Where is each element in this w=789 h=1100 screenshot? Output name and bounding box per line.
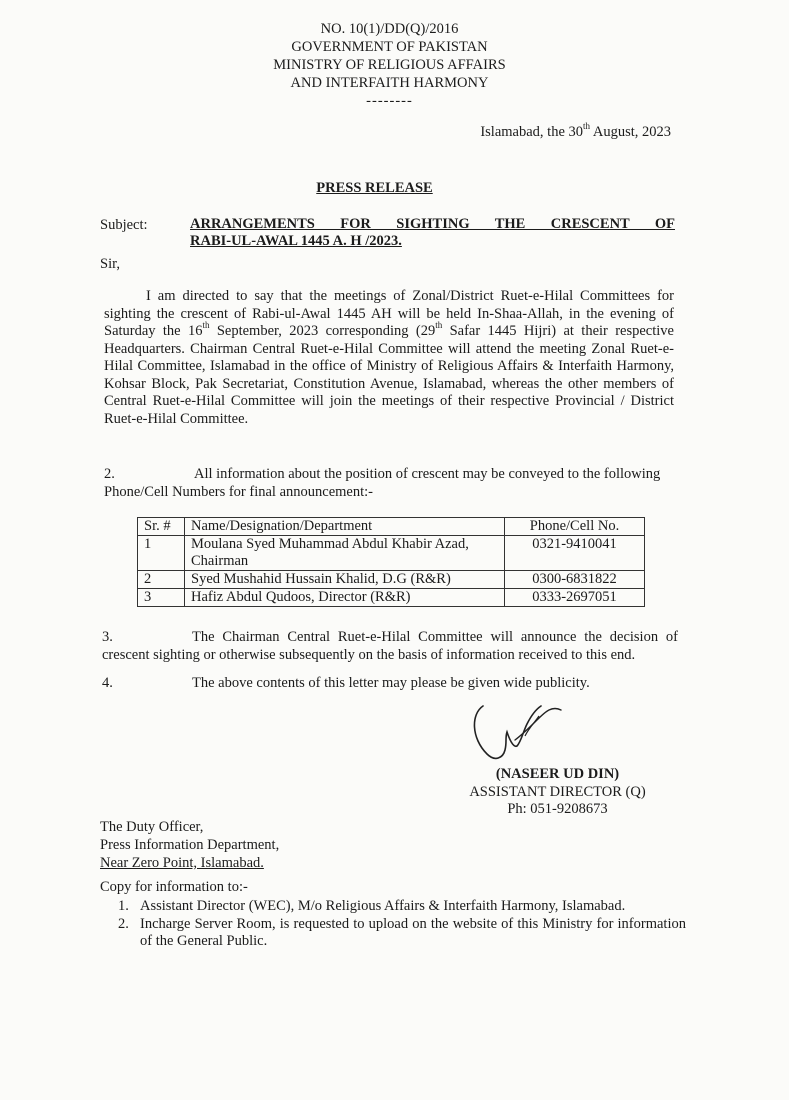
cell-phone: 0333-2697051 (505, 589, 645, 607)
signature-block (450, 766, 665, 819)
list-item-text: Assistant Director (WEC), M/o Religious Affairs & Interfaith Harmony, Islamabad. (140, 898, 626, 914)
header-sr: Sr. # (138, 518, 185, 536)
paragraph-1-part-a: I am directed to say that the meetings of Zonal/District Ruet-e-Hilal Committees for sighting the crescent of Rabi-ul-Awal 1445 AH will be held In-Shaa-Allah, in the evening of Saturday the 16 (104, 288, 674, 339)
salutation: Sir, (100, 256, 120, 272)
dateline-suffix: August, 2023 (590, 124, 671, 140)
letterhead-divider: -------- (366, 93, 413, 109)
signatory-designation: ASSISTANT DIRECTOR (Q) (469, 783, 646, 800)
table-row (138, 589, 645, 607)
dateline-ordinal: th (583, 121, 591, 132)
letterhead-line-interfaith: AND INTERFAITH HARMONY (290, 75, 489, 91)
paragraph-1-part-c: Safar 1445 Hijri) at their respective Headquarters. Chairman Central Ruet-e-Hilal Committee will attend the meeting Zonal Ruet-e-Hilal Committee, Islamabad in the office of Ministry of Religious Affairs & Interfaith Harmony, Kohsar Block, Pak Secretariat, Constitution Avenue, Islamabad, whereas the other members of Central Ruet-e-Hilal Committee will join the meetings of their respective Provincial / District Ruet-e-Hilal Committee. (104, 323, 674, 427)
paragraph-1-part-b: September, 2023 corresponding (29 (209, 323, 436, 339)
reference-number: NO. 10(1)/DD(Q)/2016 (320, 21, 459, 37)
paragraph-2-number: 2. (104, 466, 115, 482)
cell-sr: 2 (138, 571, 185, 589)
contacts-table (137, 517, 645, 607)
list-item (118, 916, 686, 950)
letterhead-line-ministry: MINISTRY OF RELIGIOUS AFFAIRS (273, 57, 506, 73)
letterhead-line-government: GOVERNMENT OF PAKISTAN (291, 39, 488, 55)
paragraph-3-number: 3. (102, 629, 113, 645)
addressee-line-1: The Duty Officer, (100, 819, 204, 835)
dateline (480, 121, 671, 141)
paragraph-2 (104, 466, 674, 501)
list-item-text: Incharge Server Room, is requested to upload on the website of this Ministry for information of the General Public. (140, 916, 686, 949)
cell-sr: 3 (138, 589, 185, 607)
table-row (138, 571, 645, 589)
header-phone: Phone/Cell No. (505, 518, 645, 536)
list-item-number: 2. (118, 916, 129, 932)
paragraph-4-number: 4. (102, 675, 113, 691)
addressee-line-3: Near Zero Point, Islamabad. (100, 855, 264, 871)
paragraph-4-text: The above contents of this letter may please be given wide publicity. (192, 675, 590, 691)
document-title: PRESS RELEASE (316, 180, 433, 196)
cell-name: Syed Mushahid Hussain Khalid, D.G (R&R) (185, 571, 505, 589)
copy-label: Copy for information to:- (100, 879, 248, 895)
addressee-block (100, 818, 279, 872)
signatory-phone: Ph: 051-9208673 (507, 801, 608, 817)
dateline-prefix: Islamabad, the 30 (480, 124, 584, 140)
signature-icon (465, 698, 575, 768)
header-name: Name/Designation/Department (185, 518, 505, 536)
paragraph-3 (102, 629, 678, 664)
list-item-number: 1. (118, 898, 129, 914)
paragraph-3-text: The Chairman Central Ruet-e-Hilal Committee will announce the decision of crescent sighting or otherwise subsequently on the basis of information received to this end. (102, 629, 678, 663)
table-header-row (138, 518, 645, 536)
addressee-line-2: Press Information Department, (100, 837, 280, 853)
paragraph-4 (102, 675, 622, 693)
cell-name: Hafiz Abdul Qudoos, Director (R&R) (185, 589, 505, 607)
cell-name: Moulana Syed Muhammad Abdul Khabir Azad, Chairman (185, 536, 505, 571)
letterhead (0, 20, 789, 110)
paragraph-1-ordinal-1: th (202, 320, 210, 331)
cell-phone: 0300-6831822 (505, 571, 645, 589)
paragraph-1-ordinal-2: th (435, 320, 443, 331)
paragraph-2-text: All information about the position of crescent may be conveyed to the following Phone/Cell Numbers for final announcement:- (104, 466, 661, 500)
table-row (138, 536, 645, 571)
cell-sr: 1 (138, 536, 185, 571)
cell-phone: 0321-9410041 (505, 536, 645, 571)
subject-line-1: ARRANGEMENTS FOR SIGHTING THE CRESCENT OF (190, 216, 675, 232)
subject-line-2: RABI-UL-AWAL 1445 A. H /2023. (190, 233, 402, 249)
copy-list (118, 898, 686, 950)
subject-label: Subject: (100, 217, 148, 233)
signatory-name: (NASEER UD DIN) (495, 766, 620, 782)
list-item (118, 898, 686, 915)
paragraph-1 (104, 288, 674, 428)
